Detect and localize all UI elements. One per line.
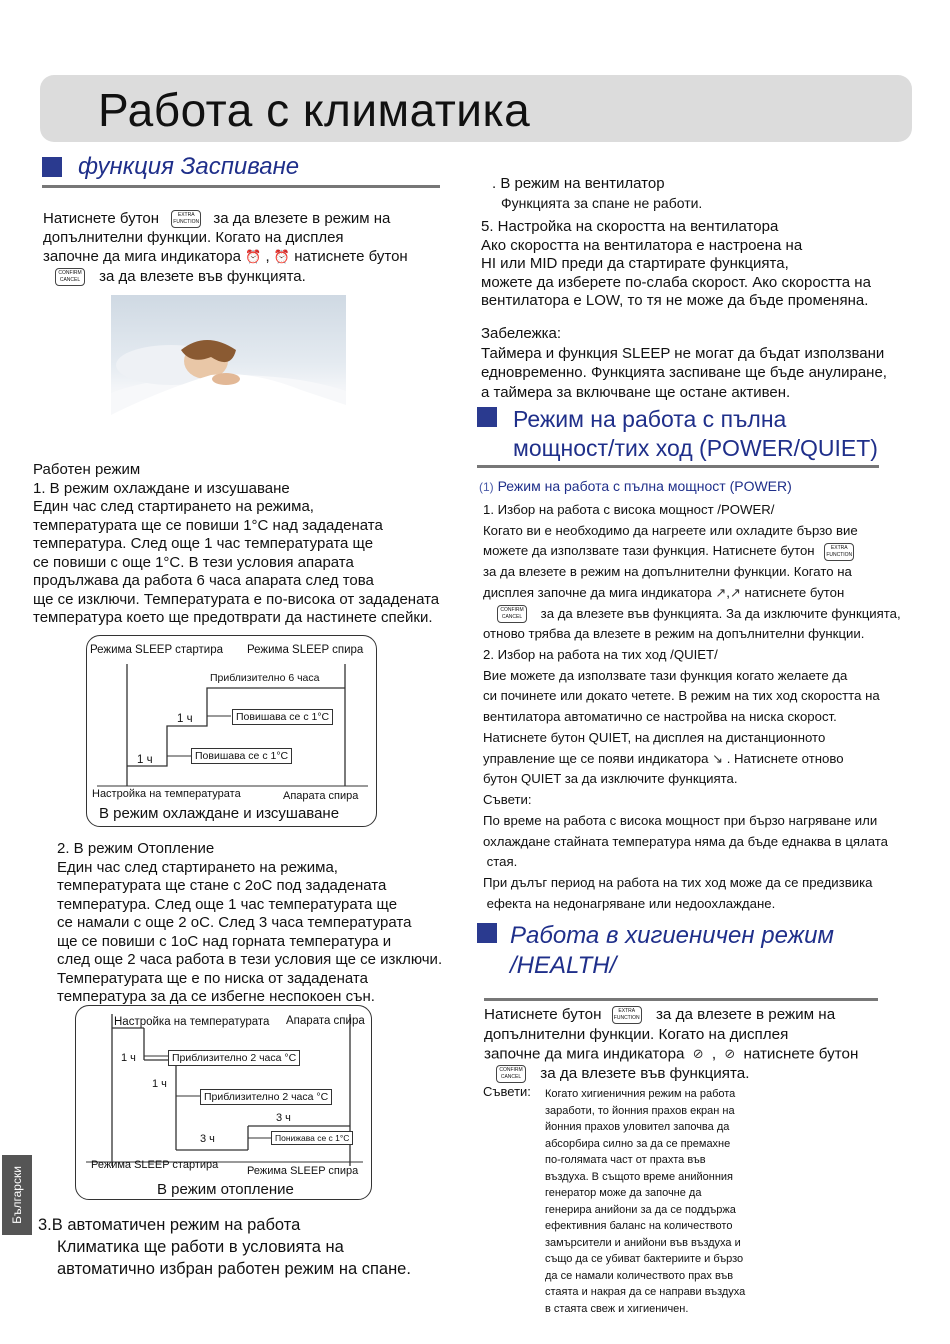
alarm-clock-icon: ⏰ [245, 248, 262, 264]
text-line: генератор може да започне да [545, 1187, 702, 1199]
text-line: стаята и накрая да се направи въздуха [545, 1286, 746, 1298]
text-line: Климатика ще работи в условията на [57, 1238, 344, 1256]
text-line: можете да използвате тази функция. Натиснете бутон [483, 543, 815, 559]
text-line: можете да изберете по-слаба скорост. Ако скоростта на [481, 273, 871, 291]
text-line: се повиши с още 1°С. В тези условия апарата [33, 553, 354, 571]
text-line: автоматично избран работен режим на спане. [57, 1260, 411, 1278]
alarm-clock-icon: ⏰ [273, 248, 291, 264]
diagram-label: 1 ч [152, 1078, 167, 1090]
text-line: температурата ще се повиши 1°С над зададената [33, 516, 383, 534]
text-line: 2. Избор на работа на тих ход /QUIET/ [483, 647, 718, 663]
diagram-label: Настройка на температурата [92, 788, 241, 800]
fan-mode-text [492, 175, 932, 212]
section-square-icon [42, 157, 62, 177]
text-line: Един час след стартирането на режима, [33, 498, 314, 515]
text-line: В автоматичен режим на работа [51, 1216, 301, 1234]
intro-text: започне да мига индикатора [43, 247, 241, 265]
intro-text: за да влезете в режим на [213, 210, 391, 227]
diagram-label: Режима SLEEP спира [247, 644, 364, 656]
health-indicator-icon: ⊘ [692, 1045, 704, 1061]
diagram-label: Приблизително 6 часа [210, 672, 320, 684]
text-line: бутон QUIET за да изключите функцията. [483, 771, 738, 787]
power-section-header [477, 405, 878, 463]
diagram-tag: Повишава се с 1°С [191, 748, 292, 764]
text-line: се намали с още 2 оС. След 3 часа температурата [57, 914, 412, 931]
text-line: 5. Настройка на скоростта на вентилатора [481, 218, 779, 235]
diagram-label: Настройка на температурата [114, 1016, 270, 1028]
cool-diagram [86, 635, 377, 827]
text-line: управление ще се появи индикатора [483, 750, 709, 766]
text-line: вентилатора автоматично се настройва на ниска скорост. [483, 709, 837, 725]
quiet-indicator-icon: ↘ [712, 750, 724, 766]
cool-mode-text [33, 461, 473, 628]
text-line: Вие можете да използвате тази функция когато желаете да [483, 667, 848, 683]
intro-text: за да влезете във функцията. [99, 267, 306, 285]
health-indicator-icon: ⊘ [724, 1045, 736, 1061]
language-tab [2, 1155, 32, 1235]
text-line: си починете или докато четете. В режим на тих ход скоростта на [483, 688, 880, 704]
power-sub-heading [479, 478, 792, 494]
intro-text: Натиснете бутон [43, 210, 160, 227]
confirm-cancel-button-icon: CONFIRM CANCEL [55, 268, 85, 286]
diagram-tag: Приблизително 2 часа °С [168, 1050, 300, 1066]
intro-text: Натиснете бутон [484, 1006, 602, 1024]
text-line: заработи, то йонния прахов екран на [545, 1104, 735, 1117]
comma: , [265, 247, 270, 265]
extra-function-button-icon: EXTRA FUNCTION [171, 210, 201, 228]
sub-text: Режим на работа с пълна мощност (POWER) [497, 478, 792, 494]
text-line: вентилатора е LOW, то тя не може да бъде променяна. [481, 292, 869, 309]
diagram-label: Режима SLEEP спира [247, 1165, 359, 1177]
diagram-label: 1 ч [177, 713, 193, 725]
comma: , [726, 584, 730, 600]
intro-text: натиснете бутон [743, 1044, 859, 1062]
text-line: Когато хигиеничния режим на работа [545, 1088, 736, 1100]
text-line: натиснете бутон [744, 584, 845, 600]
diagram-label: 1 ч [121, 1052, 136, 1064]
auto-mode-text [38, 1214, 458, 1280]
tips-label: Съвети: [483, 792, 532, 808]
photo-illustration [111, 295, 346, 450]
sleep-heading: функция Заспиване [78, 153, 300, 180]
text-line: температура за да се избегне неспокоен сън. [57, 988, 375, 1005]
text-line: в стаята свеж и хигиеничен. [545, 1302, 689, 1315]
text-line: температура. След още 1 час температурата ще [33, 535, 374, 552]
fan-speed-text [481, 218, 931, 311]
text-line: температурата ще стане с 2оС под зададената [57, 877, 387, 894]
diagram-tag: Приблизително 2 часа °С [200, 1089, 332, 1105]
text-line: генерира анийони за да се поддържа [545, 1203, 736, 1216]
text-line: . Натиснете отново [726, 750, 844, 766]
note-label: Забележка: [481, 325, 562, 342]
text-line: температура което ще предотврати да настинете спейки. [33, 609, 433, 626]
confirm-cancel-button-icon: CONFIRM CANCEL [496, 1065, 526, 1083]
text-line: след още 2 часа работа в тези условия ще се изключи. [57, 951, 443, 968]
power-heading-line: Режим на работа с пълна [513, 406, 787, 432]
text-line: да се намали количеството прах във [545, 1269, 734, 1282]
intro-text: започне да мига индикатора [484, 1044, 685, 1062]
text-line: Ако скоростта на вентилатора е настроена на [481, 236, 803, 254]
text-line: за да влезете във функцията. За да изключите функцията, [540, 605, 901, 621]
text-line: ефективния баланс на количеството [545, 1220, 733, 1232]
heat-diagram [75, 1005, 372, 1200]
auto-number: 3. [38, 1216, 52, 1234]
extra-function-button-icon: EXTRA FUNCTION [824, 543, 854, 561]
text-line: Натиснете бутон QUIET, на дисплея на дистанционното [483, 729, 826, 745]
health-section-header [477, 921, 834, 981]
text-line: йонния прахов уловител започва да [545, 1121, 730, 1133]
power-body-text [483, 500, 933, 914]
health-heading-line: Работа в хигиеничен режим [510, 922, 834, 949]
diagram-tag: Повишава се с 1°С [232, 709, 333, 725]
intro-text: за да влезете в режим на [655, 1006, 836, 1024]
text-line: Когато ви е необходимо да нагреете или охладите бързо вие [483, 522, 858, 538]
text-line: ефекта на недонагряване или недоохлаждане. [483, 895, 776, 911]
text-line: продължава да работа 6 часа апарата след това [33, 572, 374, 589]
diagram-label: Апарата спира [286, 1015, 365, 1027]
power-indicator-icon: ↗ [715, 584, 727, 600]
heat-mode-text [57, 840, 477, 1007]
tips-label: Съвети: [483, 1084, 531, 1099]
intro-text: за да влезете във функцията. [540, 1064, 750, 1082]
text-line: Таймера и функция SLEEP не могат да бъдат използвани [481, 344, 885, 362]
section-rule [484, 998, 878, 1001]
diagram-label: Апарата спира [283, 790, 359, 802]
title-bar [40, 75, 912, 142]
power-heading [513, 405, 878, 463]
text-line: При дълъг период на работа на тих ход може да се предизвика [483, 874, 873, 890]
text-line: въздуха. В същото време анийонния [545, 1170, 734, 1183]
text-line: едновременно. Функцията заспиване ще бъде анулиране, [481, 364, 887, 381]
comma: , [711, 1044, 717, 1062]
text-line: по-голямата част от прахта във [545, 1154, 706, 1166]
text-line: Функцията за спане не работи. [501, 194, 703, 211]
note-text [481, 324, 931, 402]
intro-text: натиснете бутон [294, 247, 408, 265]
diagram-label: Режима SLEEP стартира [91, 1159, 219, 1171]
text-line: . В режим на вентилатор [492, 175, 665, 192]
diagram-label: Режима SLEEP стартира [90, 644, 224, 656]
health-heading [510, 921, 834, 981]
text-line: абсорбира силно за да се премахне [545, 1137, 731, 1150]
text-line: 2. В режим Отопление [57, 840, 215, 857]
sleep-intro [43, 210, 443, 286]
sleep-section-header [42, 153, 300, 181]
text-line: HI или MID преди да стартирате функцията, [481, 255, 789, 272]
text-line: а таймера за включване ще остане активен. [481, 383, 791, 401]
health-heading-line: /HEALTH/ [510, 952, 617, 979]
text-line: 1. В режим охлаждане и изсушаване [33, 479, 290, 497]
text-line: Температурата ще е по ниска от зададената [57, 969, 368, 987]
text-line: ще се повиши с 1оС над горната температура и [57, 932, 392, 950]
diagram-label: 1 ч [137, 754, 153, 766]
mode-title: Работен режим [33, 461, 141, 478]
diagram-label: 3 ч [276, 1112, 291, 1124]
language-tab-label: Български [10, 1166, 24, 1224]
text-line: Един час след стартирането на режима, [57, 858, 338, 876]
section-rule [477, 465, 879, 468]
health-intro [484, 1006, 924, 1083]
section-square-icon [477, 923, 497, 943]
text-line: отново трябва да влезете в режим на допълнителни функции. [483, 626, 865, 642]
section-square-icon [477, 407, 497, 427]
text-line: стая. [483, 854, 518, 870]
health-tips-text [545, 1086, 795, 1317]
text-line: замърсители и анийони във въздуха и [545, 1236, 741, 1249]
diagram-caption: В режим отопление [157, 1181, 294, 1198]
text-line: ще се изключи. Температурата е по-висока от зададената [33, 590, 440, 608]
intro-text: допълнителни функции. Когато на дисплея [484, 1026, 789, 1043]
section-rule [42, 185, 440, 188]
power-heading-line: мощност/тих ход (POWER/QUIET) [513, 435, 878, 461]
text-line: за да влезете в режим на допълнителни функции. Когато на [483, 564, 852, 580]
extra-function-button-icon: EXTRA FUNCTION [612, 1006, 642, 1024]
confirm-cancel-button-icon: CONFIRM CANCEL [497, 605, 527, 623]
text-line: 1. Избор на работа с висока мощност /POWER/ [483, 502, 775, 517]
page-title: Работа с климатика [98, 84, 531, 136]
intro-text: допълнителни функции. Когато на дисплея [43, 229, 344, 246]
diagram-caption: В режим охлаждане и изсушаване [99, 805, 340, 822]
text-line: охлаждане стайната температура няма да бъде еднаква в цялата [483, 833, 888, 849]
diagram-tag: Понижава се с 1°С [271, 1131, 353, 1145]
sub-number: (1) [479, 480, 494, 494]
text-line: дисплея започне да мига индикатора [483, 584, 712, 600]
diagram-label: 3 ч [200, 1133, 215, 1145]
text-line: По време на работа с висока мощност при бързо нагряване или [483, 812, 878, 828]
sleeping-woman-photo [111, 295, 346, 450]
text-line: температура. След още 1 час температурата ще [57, 895, 398, 913]
text-line: също да се убиват бактериите и бързо [545, 1253, 744, 1265]
power-indicator-icon: ↗ [729, 584, 741, 600]
